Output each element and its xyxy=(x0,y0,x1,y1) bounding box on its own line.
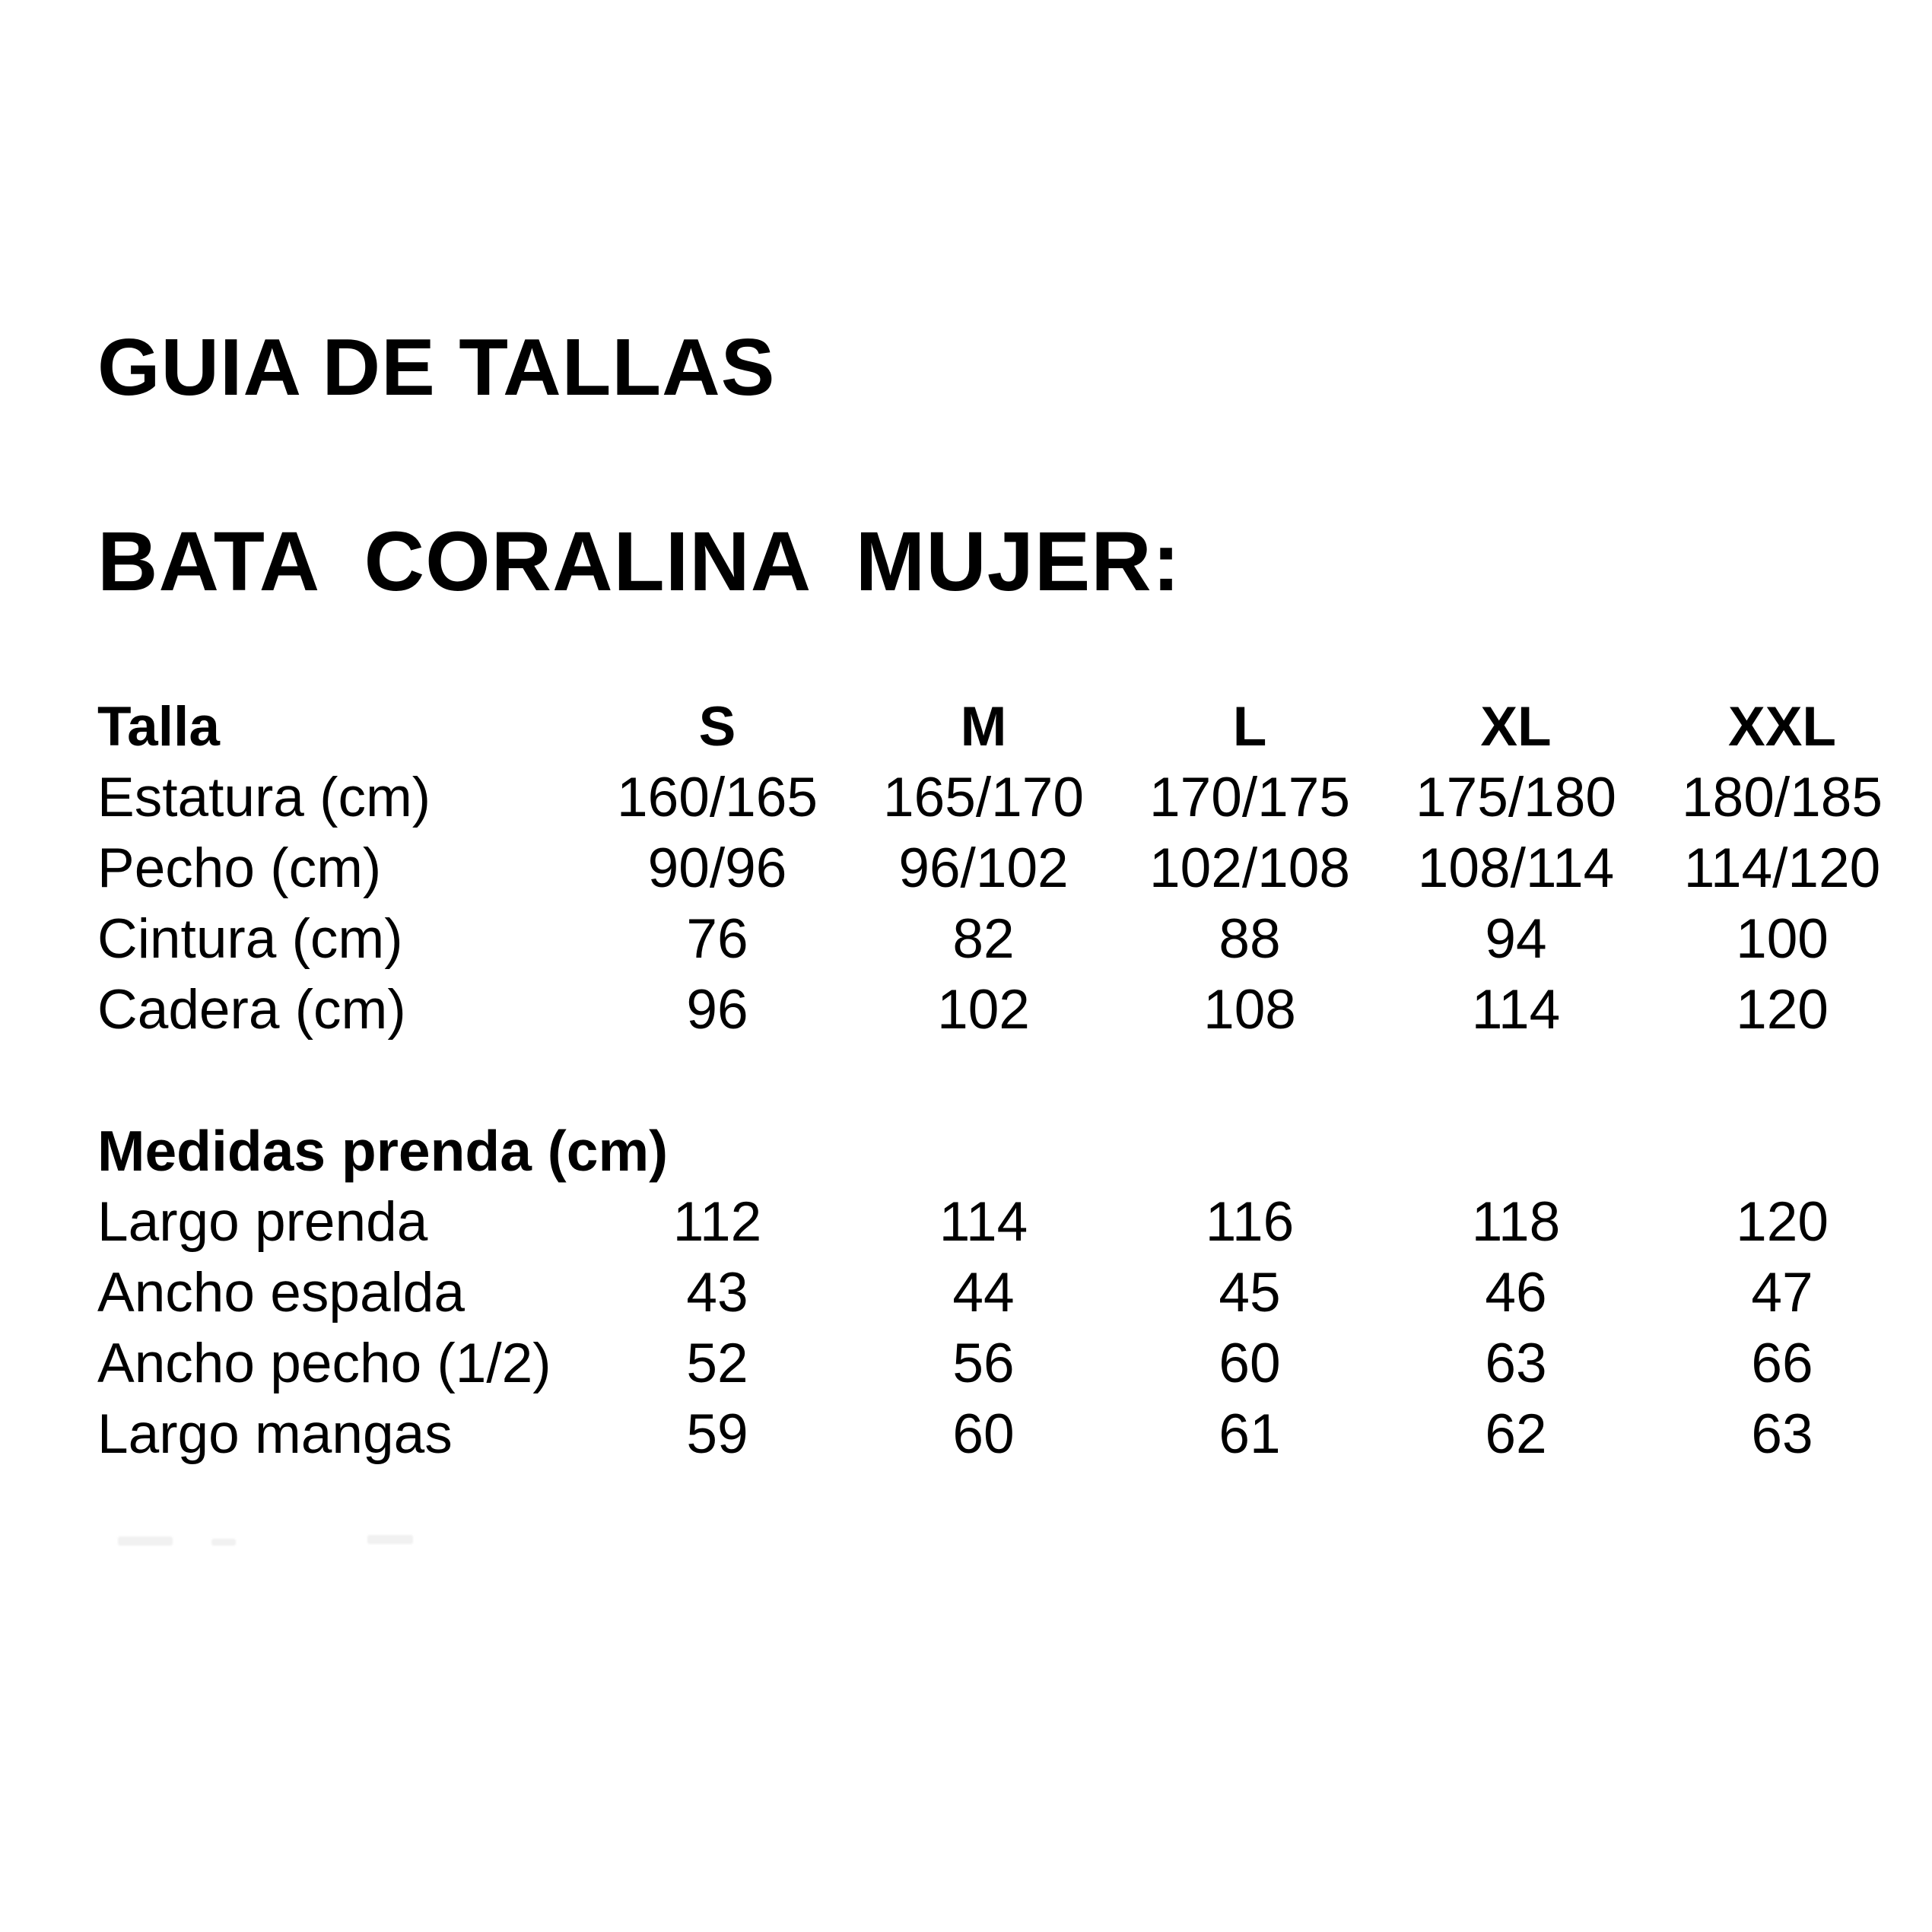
pecho-s: 90/96 xyxy=(647,837,787,899)
largo-prenda-xl: 118 xyxy=(1471,1191,1561,1253)
pecho-m: 96/102 xyxy=(898,837,1069,899)
largo-mangas-l: 61 xyxy=(1219,1403,1281,1465)
table-row-pecho xyxy=(97,833,1915,904)
table-row-largo-mangas xyxy=(97,1399,1915,1470)
cadera-l: 108 xyxy=(1203,979,1296,1041)
column-header-l: L xyxy=(1232,696,1267,758)
size-header-row xyxy=(97,691,1915,762)
cintura-xxl: 100 xyxy=(1736,908,1829,970)
column-header-xxl: XXL xyxy=(1728,696,1836,758)
column-header-xl: XL xyxy=(1480,696,1552,758)
faded-erased-text-artifact xyxy=(367,1535,413,1544)
table-row-largo-prenda xyxy=(97,1187,1915,1257)
ancho-pecho-l: 60 xyxy=(1219,1333,1281,1394)
table-row-ancho-espalda xyxy=(97,1257,1915,1328)
table-row-estatura xyxy=(97,762,1915,833)
garment-measurements-table xyxy=(97,1116,1915,1470)
estatura-s: 160/165 xyxy=(617,767,818,828)
faded-erased-text-artifact xyxy=(118,1536,173,1546)
ancho-pecho-s: 52 xyxy=(686,1333,748,1394)
table-row-cintura xyxy=(97,904,1915,974)
pecho-l: 102/108 xyxy=(1149,837,1350,899)
ancho-pecho-m: 56 xyxy=(952,1333,1015,1394)
cintura-xl: 94 xyxy=(1485,908,1547,970)
estatura-xl: 175/180 xyxy=(1416,767,1616,828)
row-label-pecho: Pecho (cm) xyxy=(97,837,382,899)
ancho-pecho-xl: 63 xyxy=(1485,1333,1547,1394)
column-header-m: M xyxy=(960,696,1007,758)
row-label-largo-mangas: Largo mangas xyxy=(97,1403,453,1465)
table-row-cadera xyxy=(97,974,1915,1045)
row-label-cintura: Cintura (cm) xyxy=(97,908,403,970)
largo-mangas-s: 59 xyxy=(686,1403,748,1465)
largo-prenda-s: 112 xyxy=(672,1191,762,1253)
ancho-espalda-xxl: 47 xyxy=(1751,1262,1813,1323)
ancho-pecho-xxl: 66 xyxy=(1751,1333,1813,1394)
cadera-xxl: 120 xyxy=(1736,979,1829,1041)
row-label-ancho-espalda: Ancho espalda xyxy=(97,1262,465,1323)
cintura-l: 88 xyxy=(1219,908,1281,970)
product-title: BATA CORALINA MUJER: xyxy=(97,515,1181,609)
pecho-xl: 108/114 xyxy=(1417,837,1615,899)
cintura-m: 82 xyxy=(952,908,1015,970)
ancho-espalda-xl: 46 xyxy=(1485,1262,1547,1323)
cadera-xl: 114 xyxy=(1471,979,1561,1041)
largo-prenda-m: 114 xyxy=(939,1191,1028,1253)
column-header-talla: Talla xyxy=(97,696,220,758)
body-measurements-table xyxy=(97,691,1915,1045)
largo-prenda-l: 116 xyxy=(1205,1191,1295,1253)
ancho-espalda-l: 45 xyxy=(1219,1262,1281,1323)
cadera-s: 96 xyxy=(686,979,748,1041)
table-row-ancho-pecho xyxy=(97,1328,1915,1399)
largo-mangas-m: 60 xyxy=(952,1403,1015,1465)
row-label-largo-prenda: Largo prenda xyxy=(97,1191,428,1253)
row-label-ancho-pecho: Ancho pecho (1/2) xyxy=(97,1333,551,1394)
row-label-estatura: Estatura (cm) xyxy=(97,767,431,828)
cintura-s: 76 xyxy=(686,908,748,970)
largo-prenda-xxl: 120 xyxy=(1736,1191,1829,1253)
row-label-cadera: Cadera (cm) xyxy=(97,979,406,1041)
pecho-xxl: 114/120 xyxy=(1683,837,1881,899)
garment-section-title: Medidas prenda (cm) xyxy=(97,1119,669,1183)
estatura-m: 165/170 xyxy=(883,767,1084,828)
estatura-l: 170/175 xyxy=(1149,767,1350,828)
ancho-espalda-m: 44 xyxy=(952,1262,1015,1323)
estatura-xxl: 180/185 xyxy=(1682,767,1883,828)
garment-section-header-row xyxy=(97,1116,1915,1187)
largo-mangas-xl: 62 xyxy=(1485,1403,1547,1465)
faded-erased-text-artifact xyxy=(211,1539,236,1546)
column-header-s: S xyxy=(698,696,736,758)
largo-mangas-xxl: 63 xyxy=(1751,1403,1813,1465)
cadera-m: 102 xyxy=(937,979,1030,1041)
ancho-espalda-s: 43 xyxy=(686,1262,748,1323)
page-title: GUIA DE TALLAS xyxy=(97,323,776,412)
